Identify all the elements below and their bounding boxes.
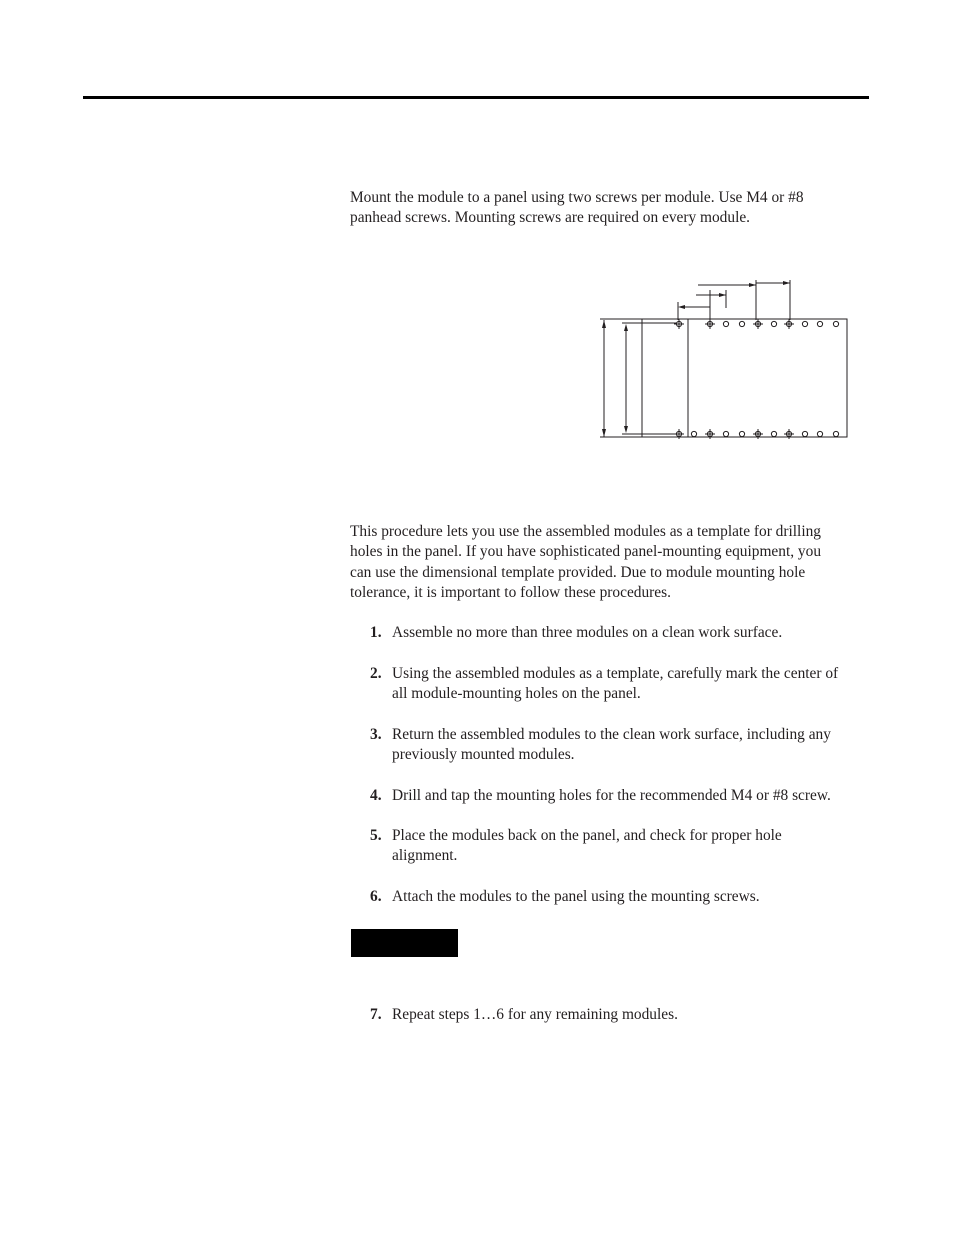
step-text: Using the assembled modules as a template, carefully mark the center of all module-mounting holes on the panel. <box>392 665 839 703</box>
important-label-box <box>351 929 458 957</box>
module-outline <box>642 319 847 437</box>
panel-mounting-hole-diagram <box>590 276 860 446</box>
step-text: Return the assembled modules to the clean work surface, including any previously mounted modules. <box>392 726 831 764</box>
intro-line-1: Mount the module to a panel using two screws per module. Use M4 or #8 <box>350 189 804 206</box>
step-number: 2. <box>370 665 382 682</box>
intro-paragraph <box>350 188 865 229</box>
step-number: 4. <box>370 787 382 804</box>
mounting-hole-crosshairs <box>674 319 794 439</box>
step-number: 1. <box>370 624 382 641</box>
step-number: 7. <box>370 1006 382 1023</box>
intro-line-2: panhead screws. Mounting screws are required on every module. <box>350 209 751 227</box>
step-text: Repeat steps 1…6 for any remaining modules. <box>392 1006 678 1023</box>
procedure-line-1: This procedure lets you use the assembled modules as a template for drilling <box>350 523 821 540</box>
step-number: 6. <box>370 888 382 905</box>
step-number: 3. <box>370 726 382 743</box>
step-text: Assemble no more than three modules on a clean work surface. <box>392 624 783 641</box>
step-text: Place the modules back on the panel, and check for proper hole alignment. <box>392 827 782 865</box>
procedure-line-3: can use the dimensional template provided. Due to module mounting hole <box>350 563 806 581</box>
procedure-line-2: holes in the panel. If you have sophisticated panel-mounting equipment, you <box>350 543 822 561</box>
dimension-arrowheads <box>602 281 790 437</box>
procedure-paragraph <box>350 522 865 604</box>
step-text: Drill and tap the mounting holes for the recommended M4 or #8 screw. <box>392 787 831 804</box>
step-number: 5. <box>370 827 382 844</box>
procedure-line-4: tolerance, it is important to follow these procedures. <box>350 584 671 602</box>
step-text: Attach the modules to the panel using the mounting screws. <box>392 888 760 905</box>
header-rule <box>83 96 869 99</box>
